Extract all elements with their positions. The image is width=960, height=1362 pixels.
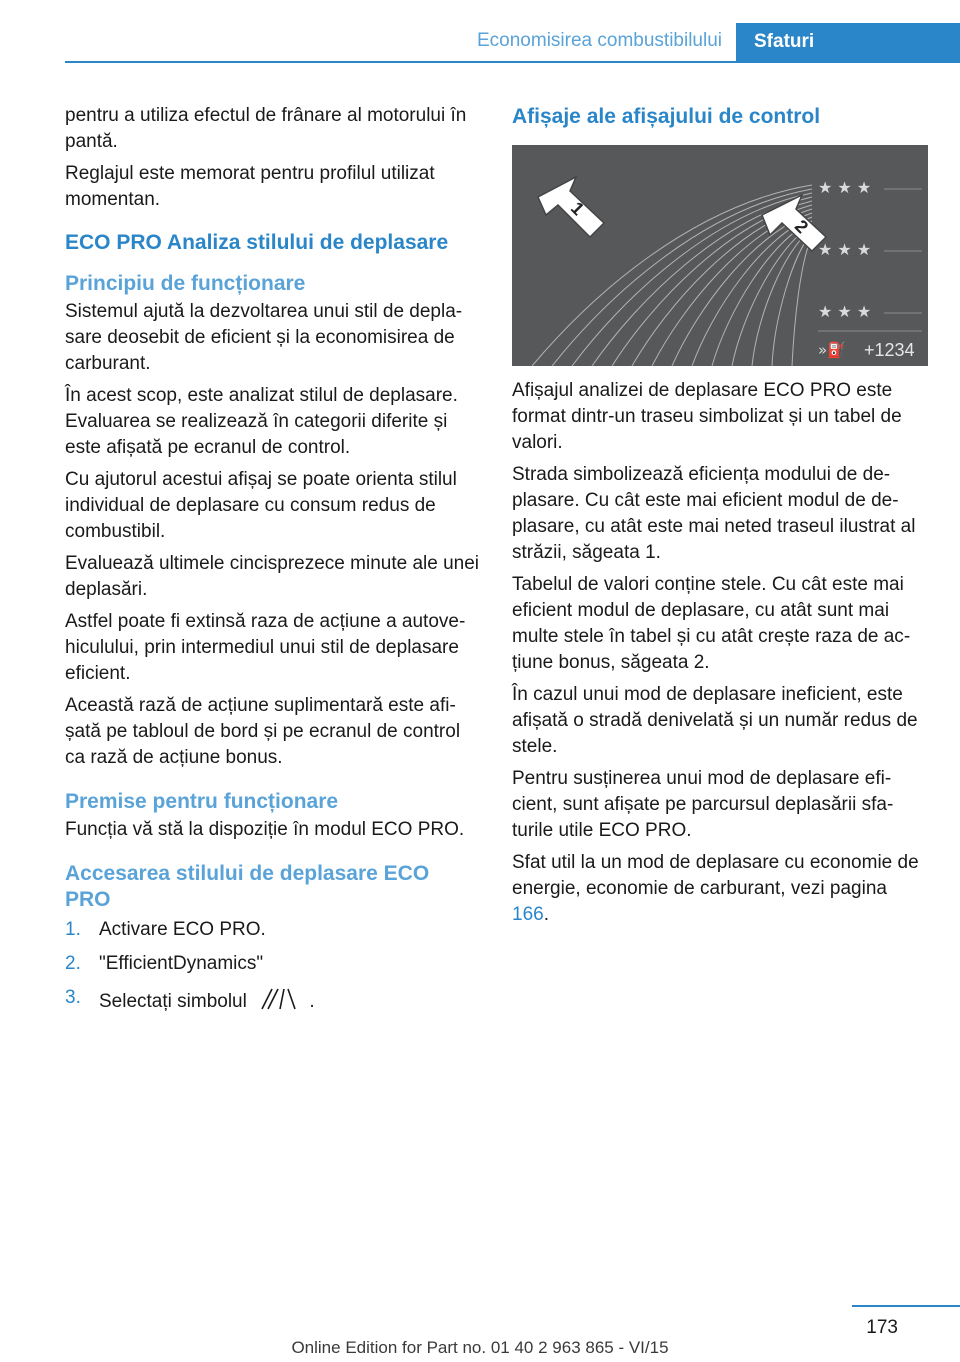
driving-style-icon <box>258 985 298 1019</box>
subsection-heading: Principiu de funcționare <box>65 272 306 295</box>
step-number: 3. <box>65 987 81 1008</box>
star-row: ★ ★ ★ <box>818 178 872 197</box>
page-reference-link[interactable]: 166 <box>512 904 544 925</box>
paragraph: Strada simbolizează eficiența modului de deplasare. Cu cât este mai eficient modul de deplasare, cu atât este mai neted traseul ilustrat al străzii, săgeata 1. <box>512 464 916 563</box>
steps-list <box>65 917 480 1019</box>
paragraph: Această rază de acțiune suplimentară este afișată pe tabloul de bord și pe ecranul de control ca rază de acțiune bonus. <box>65 695 461 768</box>
star-row: ★ ★ ★ <box>818 302 872 321</box>
step-text: Activare ECO PRO. <box>99 919 266 940</box>
paragraph: În acest scop, este analizat stilul de deplasare. Evaluarea se realizează în categorii diferite și este afișată pe ecranul de control. <box>65 385 458 458</box>
subsection-heading: Premise pentru funcționare <box>65 790 339 813</box>
paragraph-end: . <box>543 904 549 925</box>
list-item <box>65 917 480 943</box>
list-item <box>65 985 480 1019</box>
paragraph <box>512 850 928 928</box>
paragraph: Funcția vă stă la dispoziție în modul ECO PRO. <box>65 819 465 840</box>
paragraph-text: Sfat util la un mod de deplasare cu economie de energie, economie de carburant, vezi pagina <box>512 852 919 899</box>
paragraph: Evaluează ultimele cincisprezece minute ale unei deplasări. <box>65 553 480 600</box>
subsection-heading: Accesarea stilului de deplasare ECO PRO <box>65 862 430 911</box>
fuel-pump-icon: »⛽ <box>818 341 846 359</box>
running-header-tab: Sfaturi <box>736 23 960 63</box>
paragraph: Sistemul ajută la dezvoltarea unui stil de deplasare deosebit de eficient și la economisirea de carburant. <box>65 301 463 374</box>
step-number: 1. <box>65 919 81 940</box>
step-suffix: . <box>309 991 315 1013</box>
paragraph: Pentru susținerea unui mod de deplasare eficient, sunt afișate pe parcursul deplasării sfaturile utile ECO PRO. <box>512 768 894 841</box>
header-rule <box>65 61 960 63</box>
edition-footer: Online Edition for Part no. 01 40 2 963 865 - VI/15 <box>291 1338 669 1357</box>
left-column <box>65 103 480 1027</box>
star-row: ★ ★ ★ <box>818 240 872 259</box>
running-header-section: Economisirea combustibilului <box>477 30 722 51</box>
step-text: Selectați simbolul <box>99 991 247 1013</box>
step-text: "EfficientDynamics" <box>99 953 264 974</box>
paragraph: Astfel poate fi extinsă raza de acțiune a autovehiculului, prin intermediul unui stil de deplasare eficient. <box>65 611 466 684</box>
section-heading: ECO PRO Analiza stilului de deplasare <box>65 231 449 254</box>
paragraph: Cu ajutorul acestui afișaj se poate orienta stilul individual de deplasare cu consum redus de combustibil. <box>65 469 457 542</box>
paragraph: Tabelul de valori conține stele. Cu cât este mai eficient modul de deplasare, cu atât sunt mai multe stele în tabel și cu atât crește raza de acțiune bonus, săgeata 2. <box>512 574 911 673</box>
paragraph: Reglajul este memorat pentru profilul utilizat momentan. <box>65 163 435 210</box>
section-heading: Afișaje ale afișajului de control <box>512 105 821 128</box>
eco-pro-display-figure <box>512 145 928 366</box>
bonus-range-value: +1234 <box>864 340 915 360</box>
footer-rule <box>852 1305 960 1307</box>
arrow-2-label: 2 <box>790 215 813 238</box>
right-column <box>512 103 928 934</box>
page-number: 173 <box>866 1317 898 1338</box>
list-item <box>65 951 480 977</box>
step-number: 2. <box>65 953 81 974</box>
arrow-1-label: 1 <box>566 197 589 220</box>
paragraph: pentru a utiliza efectul de frânare al motorului în pantă. <box>65 105 467 152</box>
paragraph: Afișajul analizei de deplasare ECO PRO este format dintr-un traseu simbolizat și un tabel de valori. <box>512 380 902 453</box>
paragraph: În cazul unui mod de deplasare ineficient, este afișată o stradă denivelată și un număr redus de stele. <box>512 684 918 757</box>
